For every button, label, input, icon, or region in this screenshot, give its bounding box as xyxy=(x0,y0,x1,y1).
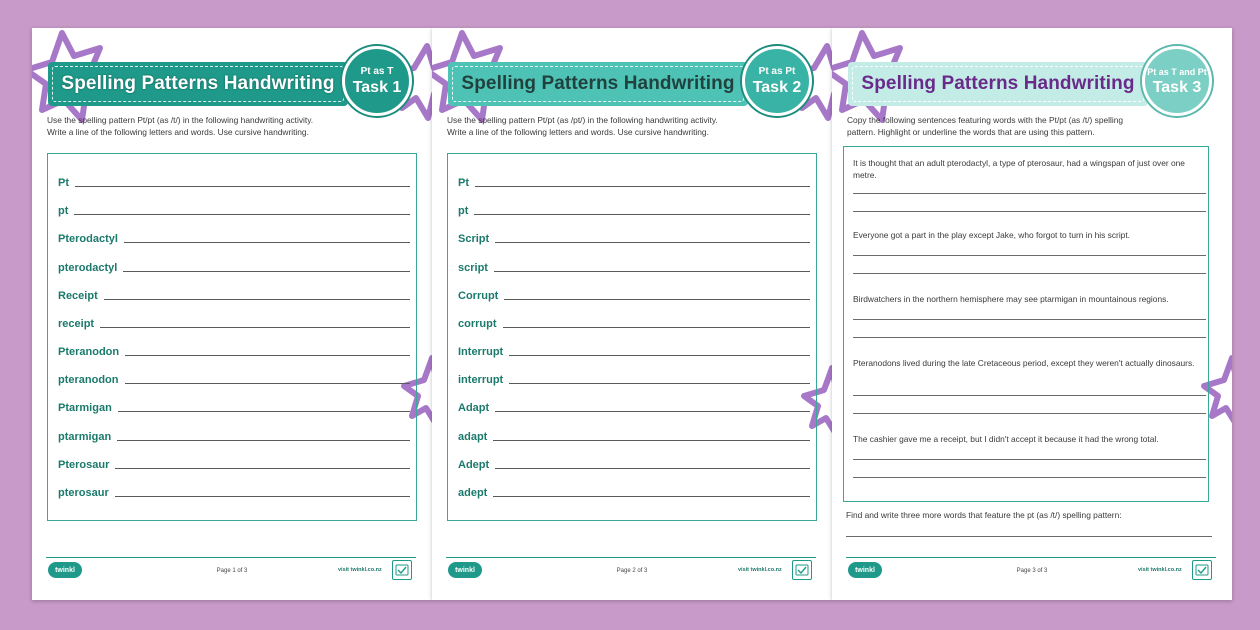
handwriting-row xyxy=(58,395,410,415)
instructions xyxy=(847,114,1207,138)
handwriting-row xyxy=(58,283,410,303)
writing-line[interactable] xyxy=(125,383,411,384)
sentence-text: Everyone got a part in the play except Jake, who forgot to turn in his script. xyxy=(853,230,1130,240)
handwriting-row xyxy=(58,339,410,359)
practice-word: Ptarmigan xyxy=(58,402,112,414)
practice-word: script xyxy=(458,262,488,274)
badge-pattern: Pt as T and Pt xyxy=(1147,66,1207,77)
task-badge xyxy=(342,46,412,116)
writing-line[interactable] xyxy=(846,536,1212,537)
writing-line[interactable] xyxy=(509,355,810,356)
writing-line[interactable] xyxy=(100,327,410,328)
practice-word: Script xyxy=(458,233,490,245)
worksheet-page-1 xyxy=(32,28,432,600)
handwriting-row xyxy=(458,198,810,218)
title-banner xyxy=(848,62,1148,106)
instruction-line: pattern. Highlight or underline the words that are using this pattern. xyxy=(847,127,1095,137)
writing-line[interactable] xyxy=(123,271,410,272)
handwriting-row xyxy=(458,226,810,246)
sentence-box xyxy=(843,146,1209,502)
handwriting-row xyxy=(458,339,810,359)
website-link[interactable]: visit twinkl.co.nz xyxy=(738,567,782,573)
page-title: Spelling Patterns Handwriting xyxy=(461,73,735,94)
quality-seal-icon xyxy=(392,560,412,580)
badge-pattern: Pt as T xyxy=(360,65,394,77)
practice-word: Adapt xyxy=(458,402,490,414)
worksheet-page-3 xyxy=(832,28,1232,600)
title-banner xyxy=(48,62,348,106)
handwriting-row xyxy=(58,424,410,444)
writing-line[interactable] xyxy=(493,440,810,441)
handwriting-row xyxy=(58,311,410,331)
writing-line[interactable] xyxy=(853,211,1206,212)
practice-word: pteranodon xyxy=(58,374,119,386)
writing-line[interactable] xyxy=(474,214,810,215)
writing-line[interactable] xyxy=(75,186,410,187)
practice-word: Adept xyxy=(458,459,490,471)
practice-word: Pt xyxy=(458,177,469,189)
writing-line[interactable] xyxy=(115,468,410,469)
writing-line[interactable] xyxy=(853,477,1206,478)
writing-line[interactable] xyxy=(104,299,410,300)
sentence-text: It is thought that an adult pterodactyl, a type of pterosaur, had a wingspan of just over one metre. xyxy=(853,158,1185,180)
handwriting-row xyxy=(458,480,810,500)
writing-line[interactable] xyxy=(493,496,810,497)
website-link[interactable]: visit twinkl.co.nz xyxy=(338,567,382,573)
instructions xyxy=(47,114,407,138)
instruction-line: Write a line of the following letters and words. Use cursive handwriting. xyxy=(447,127,709,137)
writing-line[interactable] xyxy=(853,273,1206,274)
writing-line[interactable] xyxy=(503,327,811,328)
task-badge xyxy=(1142,46,1212,116)
writing-line[interactable] xyxy=(124,242,410,243)
practice-word: receipt xyxy=(58,318,95,330)
instruction-line: Use the spelling pattern Pt/pt (as /t/) in the following handwriting activity. xyxy=(47,115,314,125)
badge-pattern: Pt as Pt xyxy=(758,65,796,77)
practice-word: pterodactyl xyxy=(58,262,118,274)
handwriting-row xyxy=(458,367,810,387)
title-banner xyxy=(448,62,748,106)
practice-word: Pterosaur xyxy=(58,459,110,471)
sentence-text: The cashier gave me a receipt, but I didn't accept it because it had the wrong total. xyxy=(853,434,1159,444)
writing-line[interactable] xyxy=(118,411,410,412)
practice-word: adapt xyxy=(458,431,488,443)
practice-word: Interrupt xyxy=(458,346,504,358)
practice-word: interrupt xyxy=(458,374,504,386)
badge-task: Task 2 xyxy=(752,78,802,96)
practice-word: adept xyxy=(458,487,488,499)
writing-line[interactable] xyxy=(494,271,810,272)
writing-line[interactable] xyxy=(495,242,810,243)
writing-line[interactable] xyxy=(74,214,410,215)
handwriting-box xyxy=(447,153,817,521)
writing-line[interactable] xyxy=(853,319,1206,320)
practice-word: pt xyxy=(58,205,69,217)
handwriting-row xyxy=(458,255,810,275)
website-link[interactable]: visit twinkl.co.nz xyxy=(1138,567,1182,573)
page-title: Spelling Patterns Handwriting xyxy=(861,73,1135,94)
badge-task: Task 1 xyxy=(352,78,402,96)
writing-line[interactable] xyxy=(853,337,1206,338)
quality-seal-icon xyxy=(1192,560,1212,580)
handwriting-row xyxy=(458,452,810,472)
footer-divider xyxy=(46,557,416,558)
handwriting-row xyxy=(58,367,410,387)
practice-word: pt xyxy=(458,205,469,217)
handwriting-box xyxy=(47,153,417,521)
practice-word: Receipt xyxy=(58,290,98,302)
writing-line[interactable] xyxy=(853,459,1206,460)
handwriting-row xyxy=(458,311,810,331)
instructions xyxy=(447,114,807,138)
handwriting-row xyxy=(458,283,810,303)
page-number: Page 2 of 3 xyxy=(616,568,648,574)
handwriting-row xyxy=(458,395,810,415)
handwriting-row xyxy=(58,198,410,218)
writing-line[interactable] xyxy=(117,440,410,441)
practice-word: corrupt xyxy=(458,318,497,330)
practice-word: ptarmigan xyxy=(58,431,112,443)
practice-word: Corrupt xyxy=(458,290,499,302)
task-badge xyxy=(742,46,812,116)
sentence-text: Birdwatchers in the northern hemisphere may see ptarmigan in mountainous regions. xyxy=(853,294,1169,304)
writing-line[interactable] xyxy=(853,255,1206,256)
page-title: Spelling Patterns Handwriting xyxy=(61,73,335,94)
writing-line[interactable] xyxy=(495,411,810,412)
badge-task: Task 3 xyxy=(1152,78,1202,96)
sentence-text: Pteranodons lived during the late Cretaceous period, except they weren't actually dinosaurs. xyxy=(853,358,1195,368)
handwriting-row xyxy=(58,480,410,500)
page-number: Page 1 of 3 xyxy=(216,568,248,574)
handwriting-row xyxy=(458,170,810,190)
handwriting-row xyxy=(58,255,410,275)
writing-line[interactable] xyxy=(853,413,1206,414)
writing-line[interactable] xyxy=(509,383,810,384)
handwriting-row xyxy=(58,452,410,472)
practice-word: Pteranodon xyxy=(58,346,120,358)
writing-line[interactable] xyxy=(853,193,1206,194)
page-number: Page 3 of 3 xyxy=(1016,568,1048,574)
find-words-prompt: Find and write three more words that feature the pt (as /t/) spelling pattern: xyxy=(846,510,1122,520)
writing-line[interactable] xyxy=(504,299,810,300)
writing-line[interactable] xyxy=(495,468,810,469)
writing-line[interactable] xyxy=(115,496,410,497)
writing-line[interactable] xyxy=(853,395,1206,396)
twinkl-logo: twinkl xyxy=(48,562,82,578)
footer-divider xyxy=(446,557,816,558)
footer-divider xyxy=(846,557,1216,558)
worksheet-page-2 xyxy=(432,28,832,600)
practice-word: Pterodactyl xyxy=(58,233,118,245)
writing-line[interactable] xyxy=(475,186,810,187)
instruction-line: Use the spelling pattern Pt/pt (as /pt/) in the following handwriting activity. xyxy=(447,115,718,125)
instruction-line: Copy the following sentences featuring words with the Pt/pt (as /t/) spelling xyxy=(847,115,1124,125)
instruction-line: Write a line of the following letters and words. Use cursive handwriting. xyxy=(47,127,309,137)
twinkl-logo: twinkl xyxy=(848,562,882,578)
practice-word: Pt xyxy=(58,177,69,189)
writing-line[interactable] xyxy=(125,355,410,356)
quality-seal-icon xyxy=(792,560,812,580)
handwriting-row xyxy=(58,226,410,246)
twinkl-logo: twinkl xyxy=(448,562,482,578)
handwriting-row xyxy=(458,424,810,444)
handwriting-row xyxy=(58,170,410,190)
practice-word: pterosaur xyxy=(58,487,109,499)
